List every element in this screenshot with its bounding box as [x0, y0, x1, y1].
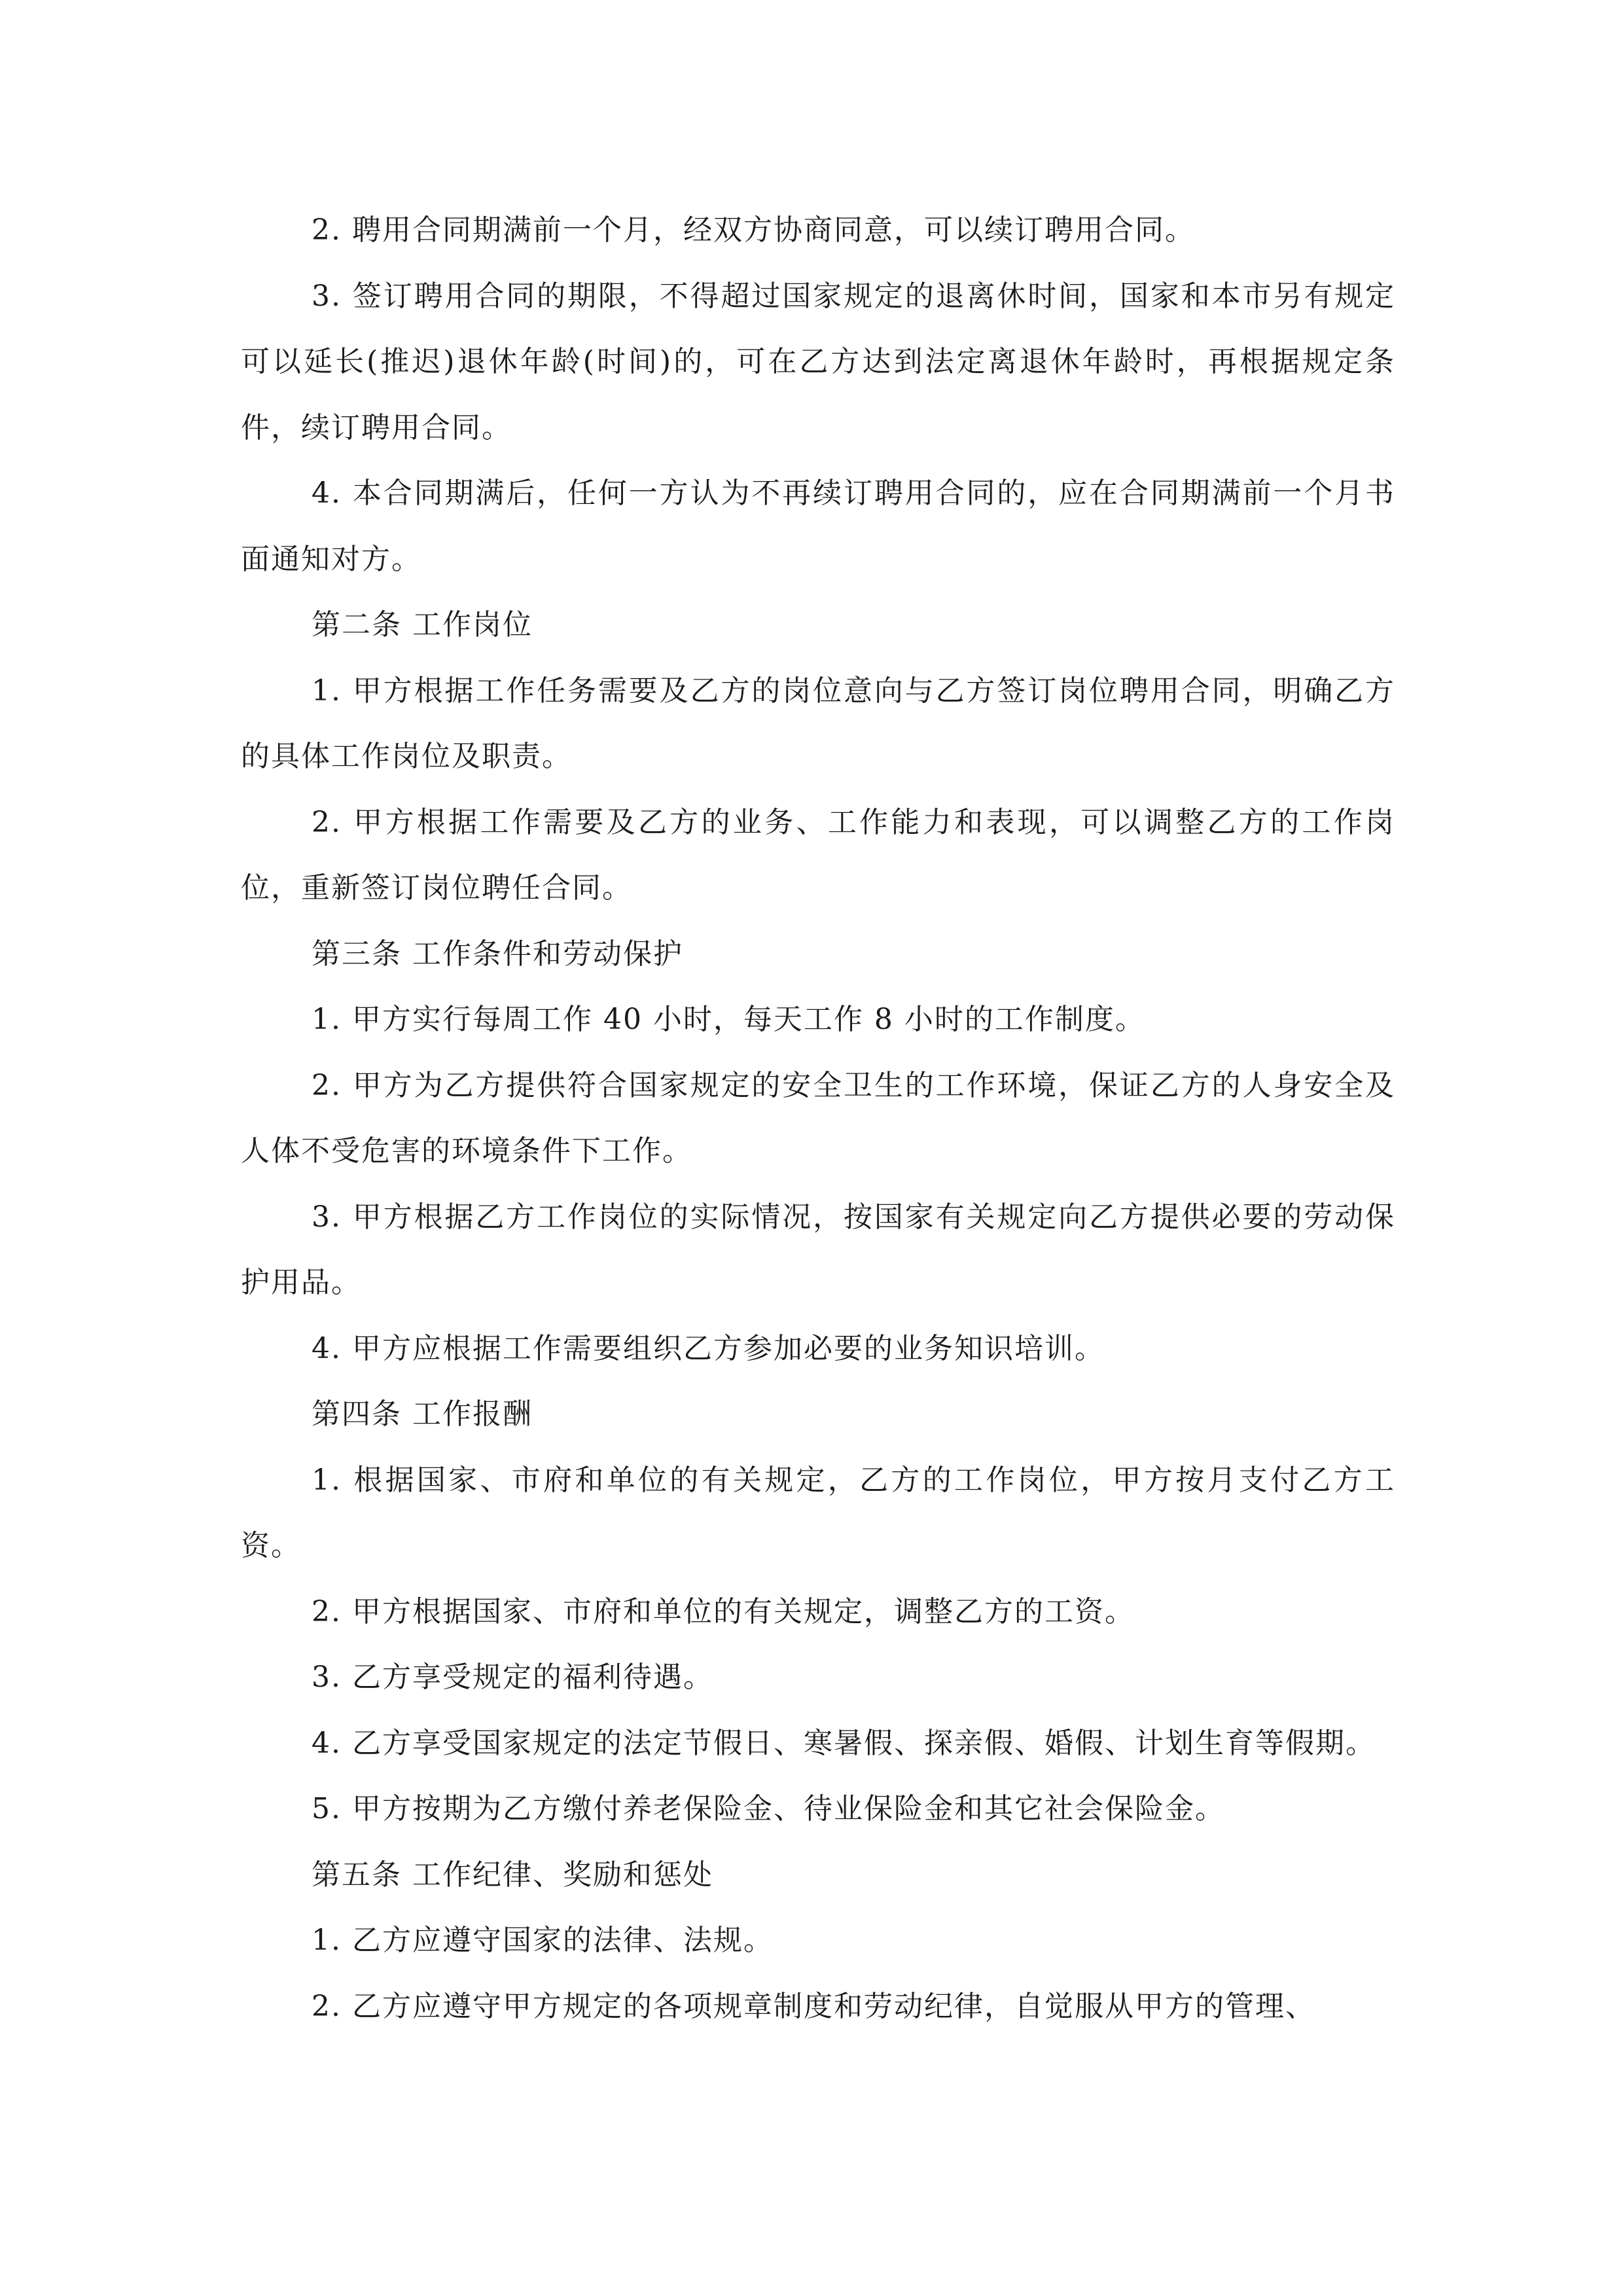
clause-4-item-2: 2. 甲方根据国家、市府和单位的有关规定，调整乙方的工资。: [312, 1594, 1135, 1628]
clause-4-item-1: 1. 根据国家、市府和单位的有关规定，乙方的工作岗位，甲方按月支付乙方工资。: [241, 1463, 1395, 1562]
clause-5-item-1: 1. 乙方应遵守国家的法律、法规。: [312, 1924, 774, 1957]
clause-4-heading: 第四条 工作报酬: [312, 1397, 533, 1431]
clause-1-item-2: 2. 聘用合同期满前一个月，经双方协商同意，可以续订聘用合同。: [312, 213, 1195, 247]
clause-3-heading: 第三条 工作条件和劳动保护: [312, 937, 683, 971]
clause-3-item-2: 2. 甲方为乙方提供符合国家规定的安全卫生的工作环境，保证乙方的人身安全及人体不受危害的环境条件下工作。: [241, 1068, 1395, 1168]
clause-2-item-1: 1. 甲方根据工作任务需要及乙方的岗位意向与乙方签订岗位聘用合同，明确乙方的具体工作岗位及职责。: [241, 673, 1395, 773]
clause-5-heading: 第五条 工作纪律、奖励和惩处: [312, 1857, 713, 1892]
clause-3-item-3: 3. 甲方根据乙方工作岗位的实际情况，按国家有关规定向乙方提供必要的劳动保护用品。: [241, 1200, 1395, 1299]
clause-1-item-3: 3. 签订聘用合同的期限，不得超过国家规定的退离休时间，国家和本市另有规定可以延长(推迟)退休年龄(时间)的，可在乙方达到法定离退休年龄时，再根据规定条件，续订聘用合同。: [241, 279, 1395, 444]
clause-4-item-4: 4. 乙方享受国家规定的法定节假日、寒暑假、探亲假、婚假、计划生育等假期。: [312, 1726, 1376, 1760]
clause-4-item-5: 5. 甲方按期为乙方缴付养老保险金、待业保险金和其它社会保险金。: [312, 1792, 1225, 1825]
clause-2-heading: 第二条 工作岗位: [312, 608, 533, 641]
clause-3-item-1: 1. 甲方实行每周工作 40 小时，每天工作 8 小时的工作制度。: [312, 1003, 1145, 1036]
clause-2-item-2: 2. 甲方根据工作需要及乙方的业务、工作能力和表现，可以调整乙方的工作岗位，重新签订岗位聘任合同。: [241, 805, 1395, 905]
clause-3-item-4: 4. 甲方应根据工作需要组织乙方参加必要的业务知识培训。: [312, 1331, 1105, 1365]
clause-4-item-3: 3. 乙方享受规定的福利待遇。: [312, 1660, 713, 1694]
clause-5-item-2: 2. 乙方应遵守甲方规定的各项规章制度和劳动纪律，自觉服从甲方的管理、: [312, 1989, 1315, 2023]
clause-1-item-4: 4. 本合同期满后，任何一方认为不再续订聘用合同的，应在合同期满前一个月书面通知对方。: [241, 476, 1395, 576]
contract-body: [241, 198, 1395, 2039]
